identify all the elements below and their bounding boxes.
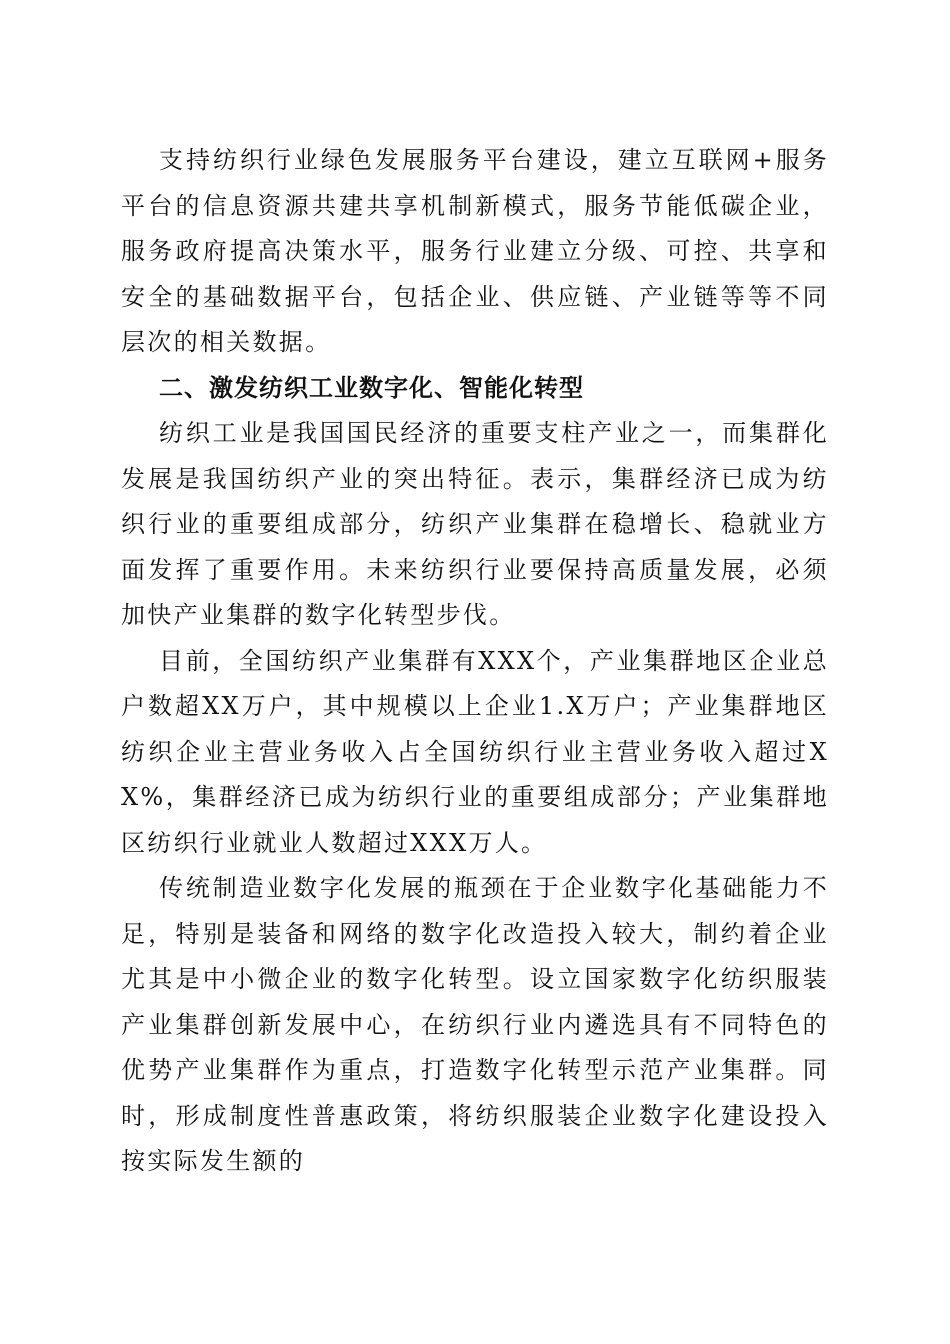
paragraph-digital-bottleneck: 传统制造业数字化发展的瓶颈在于企业数字化基础能力不足，特别是装备和网络的数字化改造投入较大，制约着企业尤其是中小微企业的数字化转型。设立国家数字化纺织服装产业集群创新发展中心，在纺织行业内遴选具有不同特色的优势产业集群作为重点，打造数字化转型示范产业集群。同时，形成制度性普惠政策，将纺织服装企业数字化建设投入按实际发生额的 (121, 874, 829, 1175)
section-heading: 二、激发纺织工业数字化、智能化转型 (159, 373, 584, 402)
paragraph-green-platform: 支持纺织行业绿色发展服务平台建设，建立互联网+服务平台的信息资源共建共享机制新模式，服务节能低碳企业，服务政府提高决策水平，服务行业建立分级、可控、共享和安全的基础数据平台，包括企业、供应链、产业链等等不同层次的相关数据。 (121, 146, 829, 356)
document-body (121, 138, 829, 1185)
paragraph-cluster-importance: 纺织工业是我国国民经济的重要支柱产业之一，而集群化发展是我国纺织产业的突出特征。表示，集群经济已成为纺织行业的重要组成部分，纺织产业集群在稳增长、稳就业方面发挥了重要作用。未来纺织行业要保持高质量发展，必须加快产业集群的数字化转型步伐。 (121, 419, 829, 629)
paragraph-cluster-statistics: 目前，全国纺织产业集群有XXX个，产业集群地区企业总户数超XX万户，其中规模以上企业1.X万户；产业集群地区纺织企业主营业务收入占全国纺织行业主营业务收入超过XX%，集群经济已成为纺织行业的重要组成部分；产业集群地区纺织行业就业人数超过XXX万人。 (121, 646, 829, 857)
